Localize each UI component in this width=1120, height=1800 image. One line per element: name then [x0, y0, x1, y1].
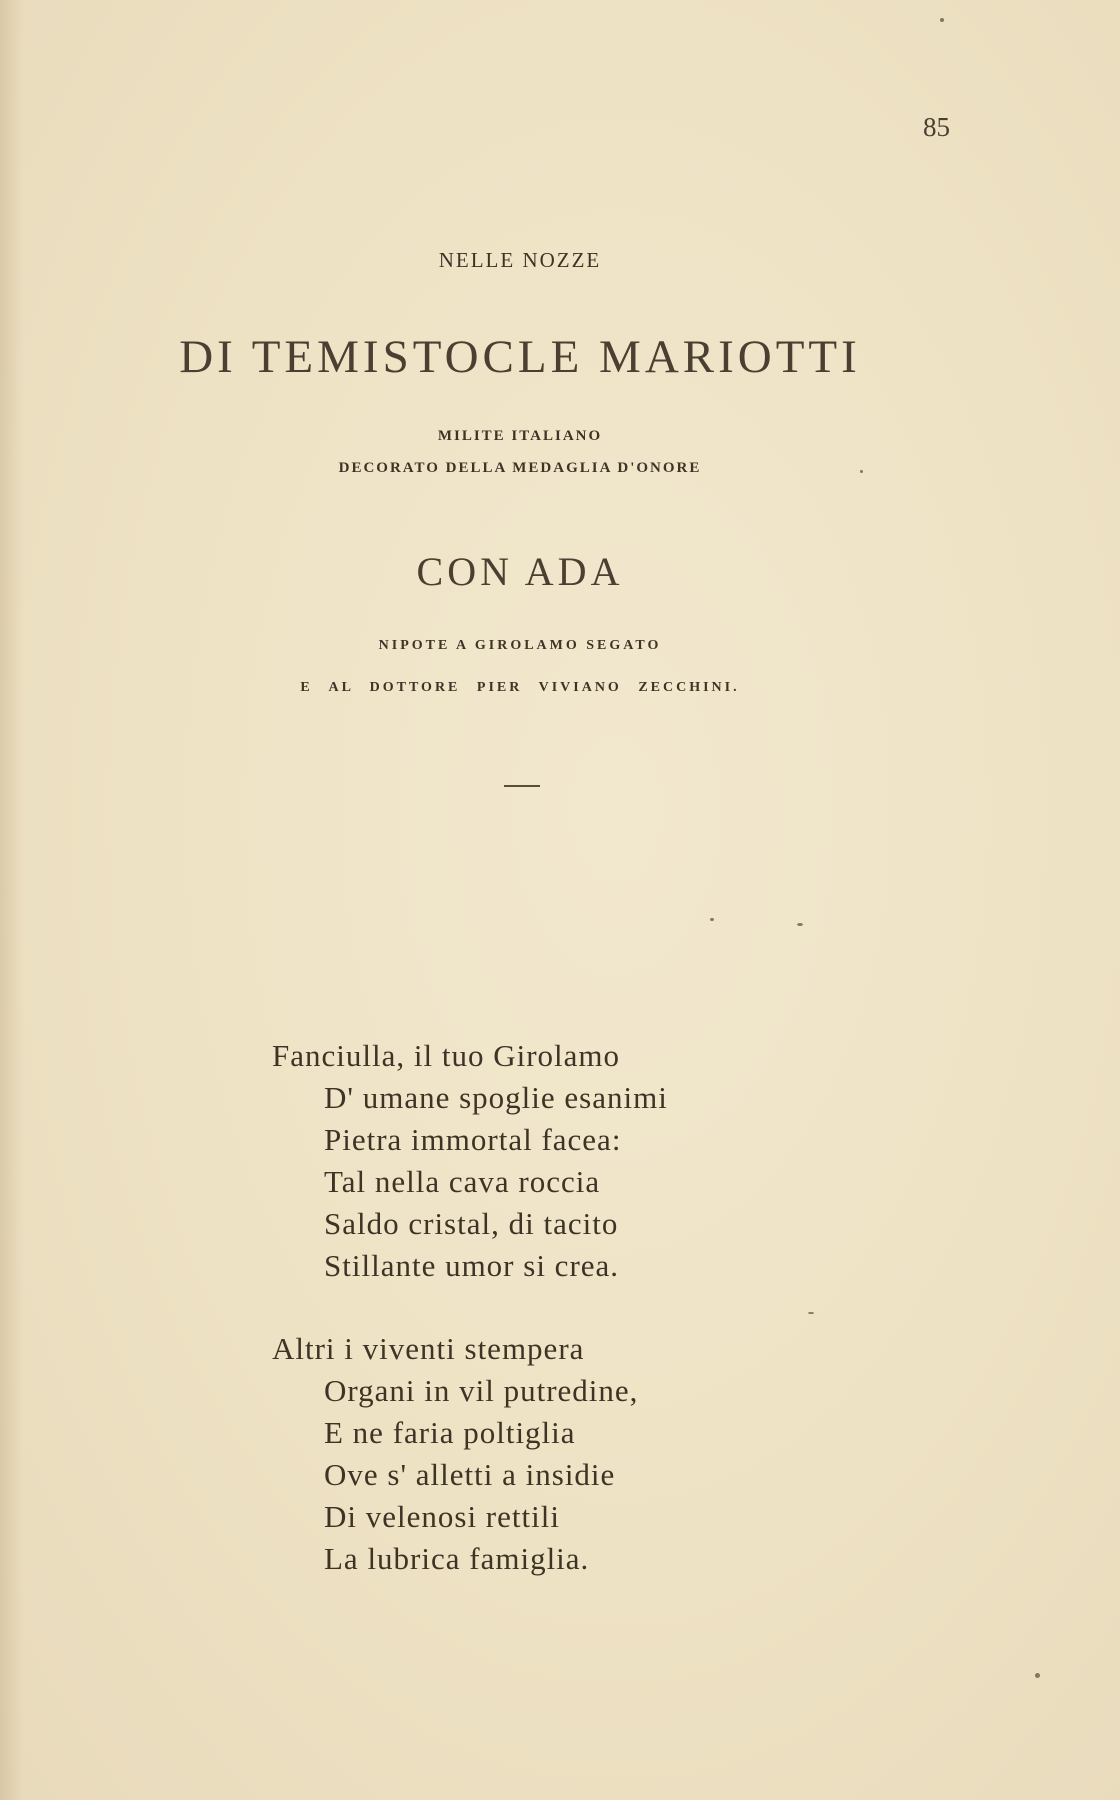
paper-speck: [808, 1312, 814, 1314]
poem-line: Stillante umor si crea.: [324, 1248, 620, 1283]
heading-line-bride-relation: NIPOTE A GIROLAMO SEGATO: [378, 638, 662, 653]
poem-line: Altri i viventi stempera: [272, 1331, 585, 1366]
poem-line: Ove s' alletti a insidie: [324, 1457, 616, 1492]
heading-line-bride: CON ADA: [416, 549, 624, 594]
paper-speck: [940, 18, 944, 22]
poem-line: Di velenosi rettili: [324, 1499, 560, 1534]
poem-line: Pietra immortal facea:: [324, 1122, 622, 1157]
poem-line: D' umane spoglie esanimi: [324, 1080, 668, 1115]
poem-line: Fanciulla, il tuo Girolamo: [272, 1038, 621, 1073]
heading-line-occasion: NELLE NOZZE: [438, 248, 602, 272]
poem-line: Saldo cristal, di tacito: [324, 1206, 619, 1241]
paper-speck: [710, 918, 714, 921]
poem-line: La lubrica famiglia.: [324, 1541, 590, 1576]
page-edge-shadow: [0, 0, 24, 1800]
poem-stanza-2: [272, 1328, 872, 1580]
heading-line-bride-relation-2: E AL DOTTORE PIER VIVIANO ZECCHINI.: [300, 680, 740, 695]
poem-line: Organi in vil putredine,: [324, 1373, 639, 1408]
poem-line: E ne faria poltiglia: [324, 1415, 576, 1450]
poem-stanza-1: [272, 1035, 872, 1287]
paper-speck: [797, 923, 803, 926]
paper-speck: [860, 470, 863, 473]
section-separator: [504, 785, 540, 787]
poem-line: Tal nella cava roccia: [324, 1164, 601, 1199]
heading-line-groom-title: MILITE ITALIANO: [437, 428, 603, 444]
heading-line-groom: DI TEMISTOCLE MARIOTTI: [179, 331, 861, 383]
heading-line-groom-honor: DECORATO DELLA MEDAGLIA D'ONORE: [338, 460, 702, 476]
paper-speck: [1035, 1673, 1040, 1678]
page-number: 85: [923, 112, 950, 142]
